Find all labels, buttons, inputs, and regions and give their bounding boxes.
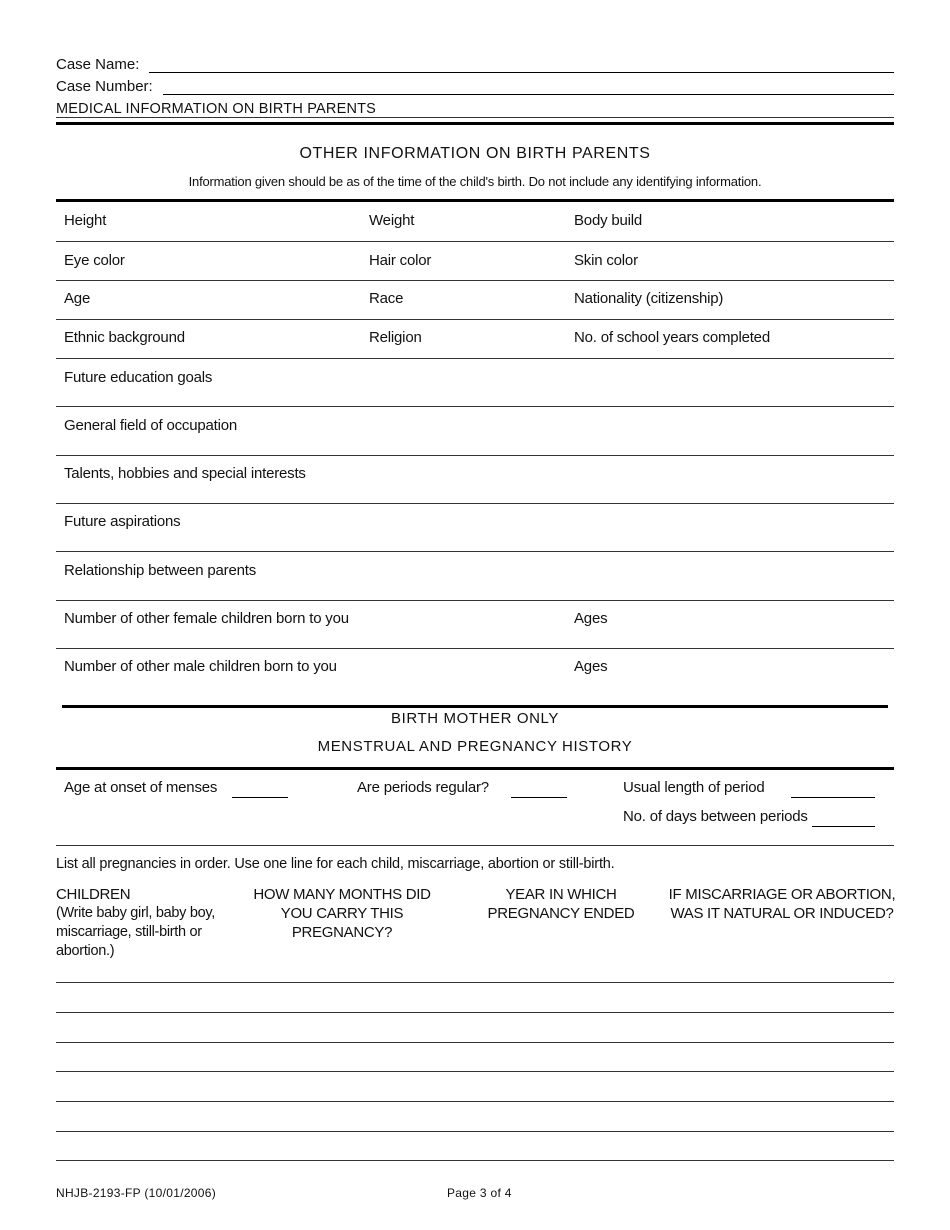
page-number: Page 3 of 4 (447, 1186, 512, 1200)
row-divider (56, 845, 894, 846)
row-divider (56, 280, 894, 281)
body-build-label: Body build (574, 212, 643, 229)
row-divider (56, 455, 894, 456)
male-children-label: Number of other male children born to you (64, 658, 337, 675)
hair-color-label: Hair color (369, 252, 432, 269)
occupation-label: General field of occupation (64, 417, 238, 434)
divider (56, 199, 894, 202)
divider (56, 122, 894, 125)
divider (62, 705, 888, 708)
pregnancy-entry-line[interactable] (56, 1012, 894, 1013)
future-education-label: Future education goals (64, 369, 213, 386)
onset-label: Age at onset of menses (64, 779, 218, 796)
row-divider (56, 358, 894, 359)
case-name-label: Case Name: (56, 56, 140, 73)
onset-field[interactable] (232, 797, 288, 798)
school-years-label: No. of school years completed (574, 329, 770, 346)
pregnancy-entry-line[interactable] (56, 1160, 894, 1161)
skin-color-label: Skin color (574, 252, 638, 269)
row-divider (56, 406, 894, 407)
male-ages-label: Ages (574, 658, 608, 675)
periods-regular-label: Are periods regular? (357, 779, 489, 796)
row-divider (56, 551, 894, 552)
relationship-label: Relationship between parents (64, 562, 257, 579)
year-column-header: YEAR IN WHICH PREGNANCY ENDED (487, 886, 635, 922)
divider (56, 117, 894, 118)
pregnancy-entry-line[interactable] (56, 1131, 894, 1132)
eye-color-label: Eye color (64, 252, 125, 269)
nationality-label: Nationality (citizenship) (574, 290, 724, 307)
row-divider (56, 241, 894, 242)
case-name-field[interactable] (149, 72, 894, 73)
weight-label: Weight (369, 212, 415, 229)
pregnancy-entry-line[interactable] (56, 1071, 894, 1072)
children-column-note: (Write baby girl, baby boy, miscarriage, still-birth or abortion.) (56, 905, 215, 959)
row-divider (56, 503, 894, 504)
row-divider (56, 648, 894, 649)
section-label: MEDICAL INFORMATION ON BIRTH PARENTS (56, 101, 377, 117)
case-number-label: Case Number: (56, 78, 153, 95)
period-length-field[interactable] (791, 797, 875, 798)
female-ages-label: Ages (574, 610, 608, 627)
period-length-label: Usual length of period (623, 779, 765, 796)
pregnancies-instruction: List all pregnancies in order. Use one line for each child, miscarriage, abortion or still-birth. (56, 856, 615, 872)
children-column-title: CHILDREN (56, 886, 131, 903)
divider (56, 767, 894, 770)
race-label: Race (369, 290, 404, 307)
months-column-header: HOW MANY MONTHS DID YOU CARRY THIS PREGNANCY? (253, 886, 431, 941)
pregnancy-entry-line[interactable] (56, 982, 894, 983)
ethnic-background-label: Ethnic background (64, 329, 185, 346)
days-between-label: No. of days between periods (623, 808, 808, 825)
other-info-title: OTHER INFORMATION ON BIRTH PARENTS (299, 145, 651, 162)
talents-label: Talents, hobbies and special interests (64, 465, 306, 482)
form-id: NHJB-2193-FP (10/01/2006) (56, 1186, 217, 1200)
menstrual-history-title: MENSTRUAL AND PREGNANCY HISTORY (317, 738, 633, 755)
birth-mother-title: BIRTH MOTHER ONLY (391, 710, 559, 727)
case-number-field[interactable] (163, 94, 894, 95)
row-divider (56, 319, 894, 320)
height-label: Height (64, 212, 107, 229)
days-between-field[interactable] (812, 826, 875, 827)
other-info-instruction: Information given should be as of the time of the child's birth. Do not include any identifying information. (188, 174, 762, 189)
periods-regular-field[interactable] (511, 797, 567, 798)
pregnancy-entry-line[interactable] (56, 1101, 894, 1102)
religion-label: Religion (369, 329, 422, 346)
aspirations-label: Future aspirations (64, 513, 181, 530)
female-children-label: Number of other female children born to you (64, 610, 349, 627)
miscarriage-column-header: IF MISCARRIAGE OR ABORTION, WAS IT NATURAL OR INDUCED? (668, 886, 896, 922)
row-divider (56, 600, 894, 601)
age-label: Age (64, 290, 91, 307)
pregnancy-entry-line[interactable] (56, 1042, 894, 1043)
